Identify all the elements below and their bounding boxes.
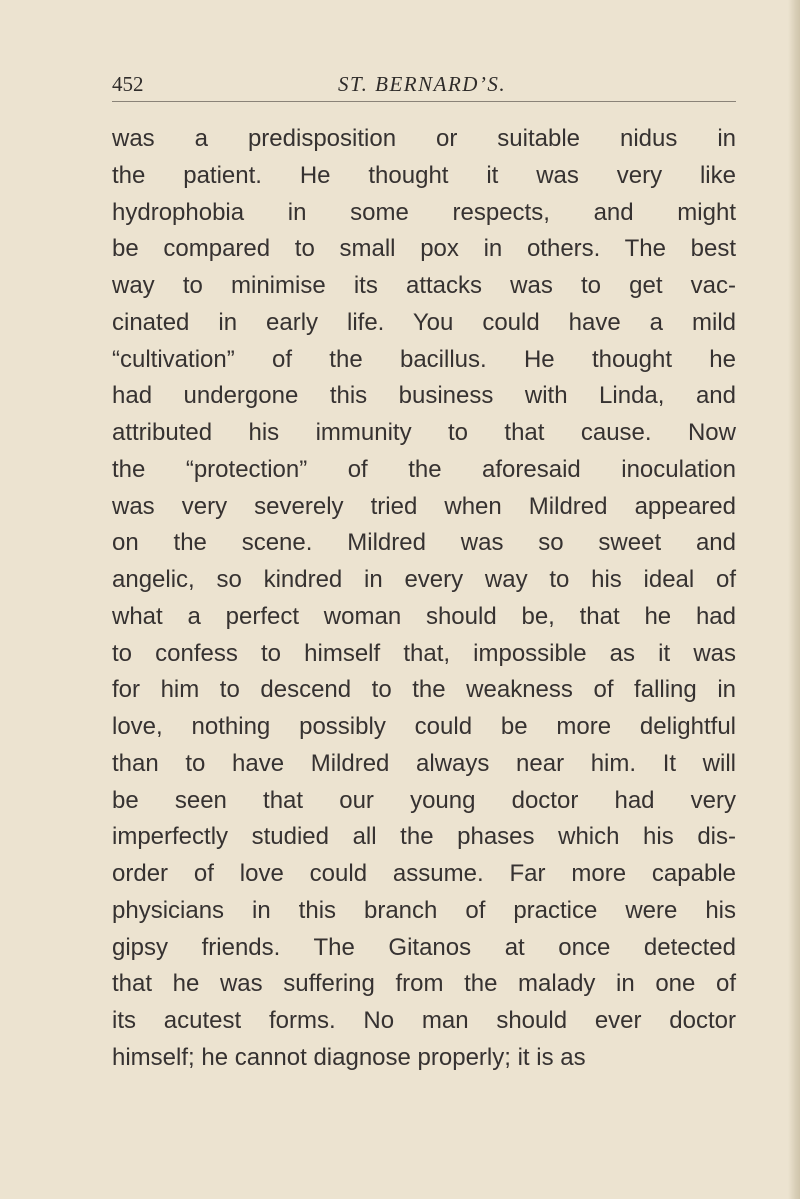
text-line: what a perfect woman should be, that he had [112, 602, 736, 630]
running-head [112, 62, 736, 102]
text-line: order of love could assume. Far more capable [112, 860, 736, 887]
text-line: on the scene. Mildred was so sweet and [112, 529, 736, 557]
text-line: attributed his immunity to that cause. Now [112, 419, 736, 446]
text-line: himself; he cannot diagnose properly; it is as [112, 1043, 586, 1071]
text-line: for him to descend to the weakness of falling in [112, 676, 736, 704]
header-rule [112, 101, 736, 102]
body-text [112, 121, 736, 1077]
text-line: physicians in this branch of practice were his [112, 896, 736, 924]
text-line: to confess to himself that, impossible as it was [112, 639, 736, 667]
text-line: hydrophobia in some respects, and might [112, 198, 736, 226]
page-number: 452 [112, 72, 144, 96]
text-line: love, nothing possibly could be more delightful [112, 713, 736, 740]
text-line: that he was suffering from the malady in one of [112, 970, 736, 998]
text-line: was very severely tried when Mildred appeared [112, 492, 736, 520]
running-title: ST. BERNARD’S. [338, 72, 507, 96]
text-line: than to have Mildred always near him. It will [112, 749, 736, 777]
text-line: its acutest forms. No man should ever doctor [112, 1007, 736, 1034]
text-line: be compared to small pox in others. The best [112, 235, 736, 263]
text-line: the patient. He thought it was very like [112, 161, 736, 189]
text-line: way to minimise its attacks was to get vac- [112, 272, 736, 299]
text-line: angelic, so kindred in every way to his ideal of [112, 566, 736, 593]
text-line: was a predisposition or suitable nidus in [112, 125, 736, 152]
text-line: cinated in early life. You could have a mild [112, 308, 736, 336]
text-line: be seen that our young doctor had very [112, 786, 736, 814]
text-line: the “protection” of the aforesaid inoculation [112, 455, 736, 483]
page-edge-shadow [788, 0, 800, 1199]
text-line: gipsy friends. The Gitanos at once detected [112, 933, 736, 961]
text-line: “cultivation” of the bacillus. He thought he [112, 345, 736, 373]
text-line: had undergone this business with Linda, and [112, 382, 736, 410]
text-line: imperfectly studied all the phases which his dis- [112, 823, 736, 851]
